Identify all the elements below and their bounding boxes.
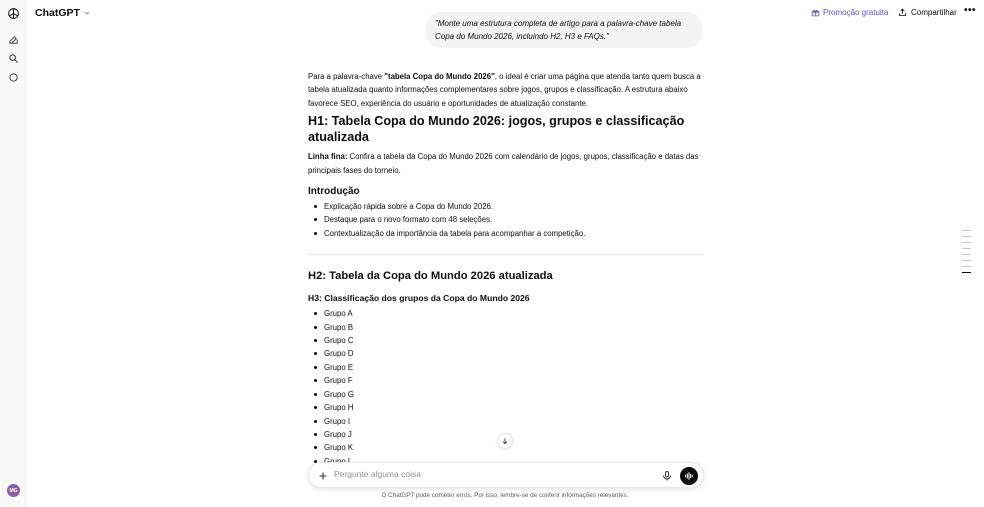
intro-keyword: "tabela Copa do Mundo 2026" <box>384 72 495 81</box>
list-item: Grupo G <box>308 388 704 401</box>
intro-paragraph <box>308 70 704 110</box>
list-item: Grupo K <box>308 441 704 454</box>
more-options-button[interactable]: ••• <box>964 5 977 16</box>
search-icon[interactable] <box>5 50 21 66</box>
minimap-mark[interactable] <box>962 242 971 243</box>
h1-heading: H1: Tabela Copa do Mundo 2026: jogos, grupos e classificação atualizada <box>308 114 685 145</box>
prompt-input[interactable] <box>334 469 634 479</box>
intro-suffix: , o ideal é criar uma página que atenda tanto quem busca a tabela atualizada quanto informações complementares sobre jogos, grupos e classificação. A estrutura abaixo favorece SEO, experiência do usuário e oportunidades de atualização constante. <box>308 72 701 108</box>
scroll-minimap[interactable] <box>962 230 972 278</box>
list-item: Grupo F <box>308 374 704 387</box>
minimap-mark[interactable] <box>962 266 971 267</box>
intro-prefix: Para a palavra-chave <box>308 72 385 81</box>
avatar[interactable]: MG <box>7 484 20 497</box>
list-item: Grupo B <box>308 321 704 334</box>
linha-fina-paragraph <box>308 150 704 177</box>
minimap-mark[interactable] <box>962 236 971 237</box>
user-message: "Monte uma estrutura completa de artigo para a palavra-chave tabela Copa do Mundo 2026, incluindo H2, H3 e FAQs." <box>426 12 702 48</box>
list-item: Grupo J <box>308 428 704 441</box>
plus-icon[interactable] <box>317 470 329 482</box>
voice-mode-button[interactable] <box>680 467 698 485</box>
app-title: ChatGPT <box>35 7 80 19</box>
intro-list <box>308 200 704 240</box>
model-selector[interactable] <box>35 7 91 19</box>
chat-bubble-icon[interactable] <box>5 69 21 85</box>
openai-logo-icon[interactable] <box>5 5 21 21</box>
sidebar-rail <box>0 0 26 507</box>
arrow-down-icon <box>501 437 509 445</box>
share-label: Compartilhar <box>911 8 957 17</box>
disclaimer-text: O ChatGPT pode cometer erros. Por isso, lembre-se de conferir informações relevantes. <box>381 492 629 499</box>
share-button[interactable] <box>898 8 957 17</box>
minimap-mark[interactable] <box>962 230 971 231</box>
list-item: Contextualização da importância da tabela para acompanhar a competição. <box>308 227 704 240</box>
list-item: Explicação rápida sobre a Copa do Mundo 2026. <box>308 200 704 213</box>
share-icon <box>898 8 907 17</box>
linha-fina-text: Confira a tabela da Copa do Mundo 2026 com calendário de jogos, grupos, classificação e datas das principais fases do torneio. <box>308 152 699 175</box>
list-item: Grupo A <box>308 307 704 320</box>
minimap-mark-active[interactable] <box>962 272 971 273</box>
composer <box>308 462 704 488</box>
minimap-mark[interactable] <box>962 248 971 249</box>
waveform-icon <box>684 471 694 481</box>
h3-heading: H3: Classificação dos grupos da Copa do Mundo 2026 <box>308 293 530 304</box>
intro-heading: Introdução <box>308 186 360 198</box>
list-item: Grupo I <box>308 415 704 428</box>
divider <box>308 254 704 255</box>
h2-heading: H2: Tabela da Copa do Mundo 2026 atualizada <box>308 270 553 283</box>
new-chat-icon[interactable] <box>5 31 21 47</box>
gift-icon <box>811 8 820 17</box>
list-item: Grupo D <box>308 347 704 360</box>
promo-label: Promoção gratuita <box>823 8 889 17</box>
minimap-mark[interactable] <box>962 260 971 261</box>
list-item: Destaque para o novo formato com 48 seleções. <box>308 213 704 226</box>
promo-button[interactable] <box>811 8 888 17</box>
minimap-mark[interactable] <box>962 254 971 255</box>
chevron-down-icon <box>83 9 91 17</box>
assistant-response <box>308 70 704 468</box>
scroll-to-bottom-button[interactable] <box>497 433 513 449</box>
microphone-icon[interactable] <box>661 469 673 483</box>
linha-fina-label: Linha fina: <box>308 152 348 162</box>
list-item: Grupo E <box>308 361 704 374</box>
list-item: Grupo H <box>308 401 704 414</box>
list-item: Grupo C <box>308 334 704 347</box>
